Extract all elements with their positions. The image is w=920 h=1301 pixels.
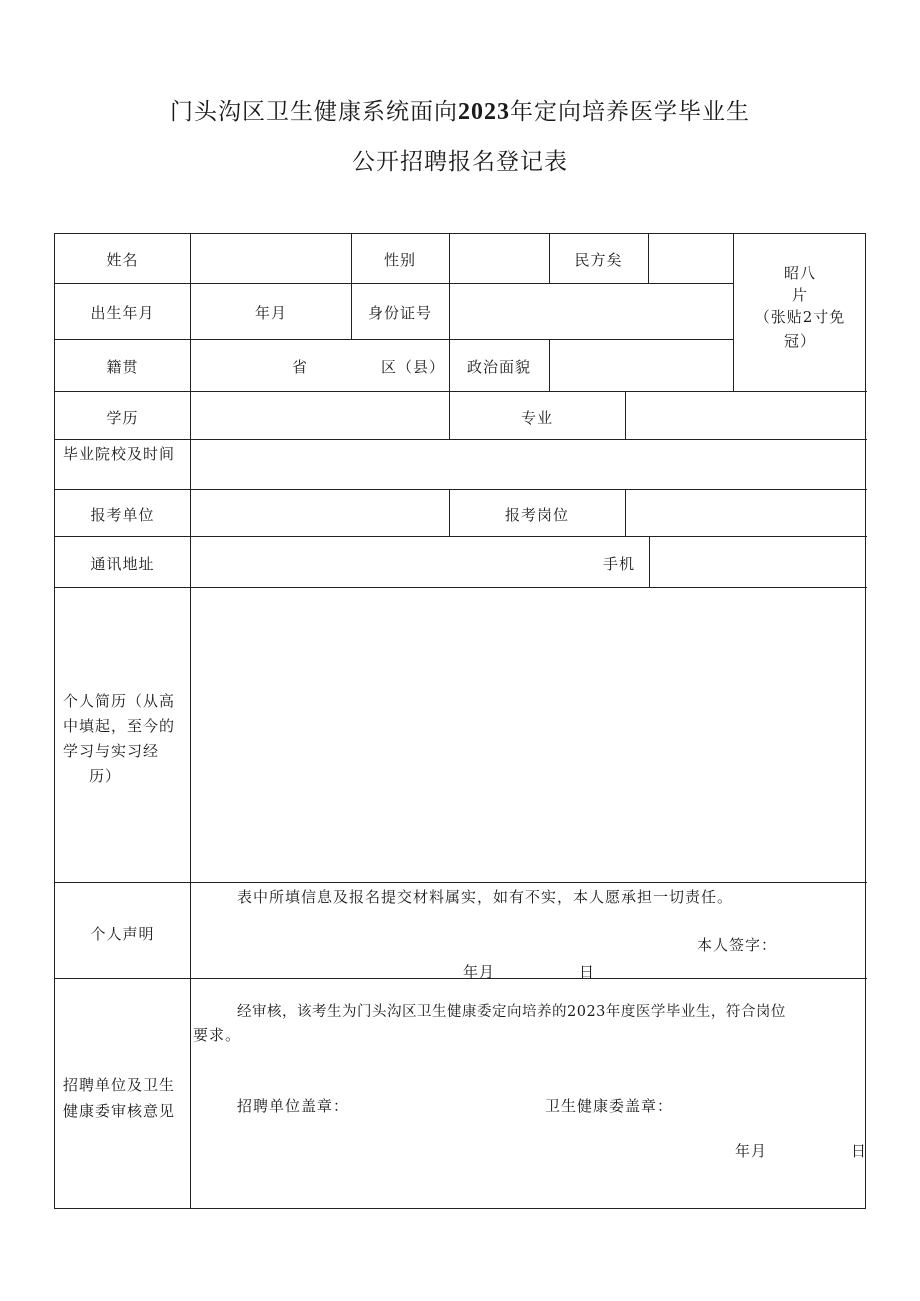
school-field[interactable] — [191, 439, 866, 489]
apply-unit-label: 报考单位 — [90, 506, 155, 524]
native-place-field[interactable] — [191, 339, 449, 391]
title-prefix: 门头沟区卫生健康系统面向 — [170, 99, 458, 125]
resume-label-2: 中填起，至今的 — [63, 717, 176, 735]
school-label: 毕业院校及时间 — [63, 445, 176, 463]
resume-label-3: 学习与实习经 — [63, 742, 160, 760]
resume-field[interactable] — [191, 587, 866, 882]
photo-box[interactable] — [734, 234, 866, 391]
declaration-text: 表中所填信息及报名提交材料属实，如有不实，本人愿承担一切责任。 — [237, 888, 734, 906]
photo-label-3: （张贴2寸免 — [754, 308, 846, 326]
political-status-field[interactable] — [550, 339, 733, 391]
district-text: 区（县） — [381, 358, 446, 376]
review-label-2: 健康委审核意见 — [63, 1102, 176, 1120]
mobile-label: 手机 — [603, 555, 636, 573]
declaration-date-ym: 年月 — [463, 963, 496, 981]
declaration-date-day: 日 — [579, 963, 596, 981]
native-place-label: 籍贯 — [106, 358, 139, 376]
review-date-day: 日 — [851, 1142, 868, 1160]
unit-seal-label[interactable]: 招聘单位盖章： — [237, 1097, 350, 1115]
photo-label-2: 片 — [791, 286, 808, 304]
id-number-field[interactable] — [450, 283, 733, 339]
apply-post-field[interactable] — [626, 489, 866, 536]
birth-field[interactable]: 年月 — [254, 304, 287, 322]
address-field[interactable] — [191, 536, 601, 587]
province-text: 省 — [292, 358, 309, 376]
name-field[interactable] — [191, 234, 351, 283]
photo-label-1: 昭八 — [783, 264, 816, 282]
apply-post-label: 报考岗位 — [504, 506, 569, 524]
title-suffix: 年定向培养医学毕业生 — [510, 99, 750, 125]
birth-label: 出生年月 — [90, 304, 155, 322]
resume-label-1: 个人简历（从高 — [63, 692, 176, 710]
resume-label-4: 历） — [89, 767, 122, 785]
review-cell — [191, 978, 866, 1209]
id-number-label: 身份证号 — [367, 304, 432, 322]
signature-label[interactable]: 本人签字： — [697, 936, 778, 954]
ethnicity-label: 民方矣 — [574, 251, 623, 269]
review-text-line2: 要求。 — [193, 1026, 242, 1044]
education-label: 学历 — [106, 409, 139, 427]
form-title-line2: 公开招聘报名登记表 — [352, 149, 568, 175]
review-text-line1: 经审核，该考生为门头沟区卫生健康委定向培养的2023年度医学毕业生，符合岗位 — [237, 1004, 786, 1020]
education-field[interactable] — [191, 391, 449, 439]
title-year: 2023 — [458, 99, 510, 125]
review-label-1: 招聘单位及卫生 — [63, 1076, 176, 1094]
mobile-field[interactable] — [650, 536, 866, 587]
political-status-label: 政治面貌 — [466, 358, 531, 376]
major-field[interactable] — [626, 391, 866, 439]
address-label: 通讯地址 — [90, 555, 155, 573]
health-commission-seal-label[interactable]: 卫生健康委盖章： — [545, 1097, 674, 1115]
declaration-label: 个人声明 — [90, 925, 155, 943]
declaration-cell — [191, 882, 866, 981]
name-label: 姓名 — [106, 251, 139, 269]
ethnicity-field[interactable] — [649, 234, 733, 283]
photo-label-4: 冠） — [783, 332, 816, 350]
major-label: 专业 — [520, 409, 553, 427]
form-title-line1 — [0, 93, 920, 126]
apply-unit-field[interactable] — [191, 489, 449, 536]
review-date-ym: 年月 — [735, 1142, 768, 1160]
gender-label: 性别 — [383, 251, 416, 269]
registration-form-table — [54, 233, 866, 1209]
gender-field[interactable] — [450, 234, 549, 283]
